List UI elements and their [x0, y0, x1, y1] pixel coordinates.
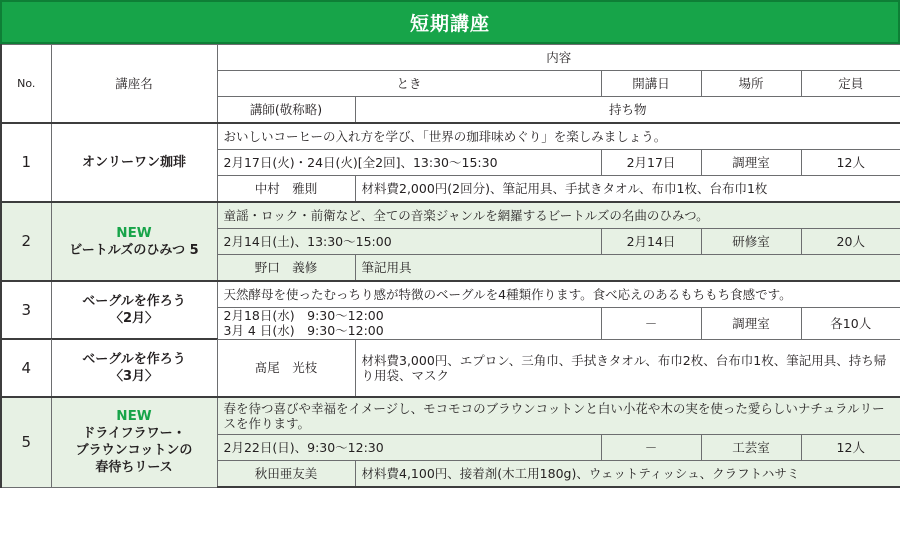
table-row	[1, 281, 900, 308]
course-description: 春を待つ喜びや幸福をイメージし、モコモコのブラウンコットンと白い小花や木の実を使った愛らしいナチュラルリースを作ります。	[217, 397, 900, 435]
page-title: 短期講座	[0, 0, 900, 44]
course-name-line: オンリーワン珈琲	[81, 155, 186, 170]
course-capacity: 12人	[801, 150, 900, 176]
course-table	[0, 44, 900, 488]
new-badge: NEW	[116, 408, 152, 425]
course-name	[51, 123, 217, 202]
course-number: 4	[1, 339, 51, 397]
course-instructor: 中村 雅則	[217, 176, 355, 203]
course-number: 1	[1, 123, 51, 202]
header-capacity: 定員	[801, 71, 900, 97]
course-name-line: ベーグルを作ろう	[82, 352, 186, 367]
header-when: とき	[217, 71, 601, 97]
course-name	[51, 281, 217, 339]
course-name	[51, 339, 217, 397]
course-name-line: ドライフラワー・	[82, 426, 186, 442]
course-start-date: 2月17日	[601, 150, 701, 176]
course-when: 2月14日(土)、13:30〜15:00	[217, 229, 601, 255]
course-belongings: 材料費4,100円、接着剤(木工用180g)、ウェットティッシュ、クラフトハサミ	[355, 461, 900, 488]
course-number: 2	[1, 202, 51, 281]
course-place: 工芸室	[701, 435, 801, 461]
course-name-line: ビートルズのひみつ 5	[69, 242, 199, 258]
course-name-line: 〈3月〉	[109, 369, 159, 384]
course-belongings: 材料費3,000円、エプロン、三角巾、手拭きタオル、布巾2枚、台布巾1枚、筆記用具、持ち帰り用袋、マスク	[355, 339, 900, 397]
header-start-date: 開講日	[601, 71, 701, 97]
header-row-1	[1, 45, 900, 71]
course-capacity: 12人	[801, 435, 900, 461]
course-place: 調理室	[701, 308, 801, 340]
table-row	[1, 397, 900, 435]
header-instructor: 講師(敬称略)	[217, 97, 355, 124]
header-content: 内容	[217, 45, 900, 71]
course-belongings: 筆記用具	[355, 255, 900, 282]
course-instructor: 野口 義修	[217, 255, 355, 282]
table-row	[1, 123, 900, 150]
course-number: 3	[1, 281, 51, 339]
course-name-line: ブラウンコットンの	[75, 443, 193, 459]
course-start-date: 2月14日	[601, 229, 701, 255]
header-no: No.	[1, 45, 51, 124]
course-place: 研修室	[701, 229, 801, 255]
course-name	[51, 202, 217, 281]
header-place: 場所	[701, 71, 801, 97]
course-name-line: 〈2月〉	[109, 311, 159, 326]
course-instructor: 秋田亜友美	[217, 461, 355, 488]
header-belongings: 持ち物	[355, 97, 900, 124]
course-description: 天然酵母を使ったむっちり感が特徴のベーグルを4種類作ります。食べ応えのあるもちもち食感です。	[217, 281, 900, 308]
course-start-date: －	[601, 308, 701, 340]
course-name	[51, 397, 217, 487]
course-belongings: 材料費2,000円(2回分)、筆記用具、手拭きタオル、布巾1枚、台布巾1枚	[355, 176, 900, 203]
course-when: 2月17日(火)・24日(火)[全2回]、13:30〜15:30	[217, 150, 601, 176]
course-description: おいしいコーヒーの入れ方を学び、「世界の珈琲味めぐり」を楽しみましょう。	[217, 123, 900, 150]
table-row	[1, 202, 900, 229]
course-when: 3月 4 日(水) 9:30〜12:00	[223, 323, 384, 339]
course-instructor: 髙尾 光枝	[217, 339, 355, 397]
new-badge: NEW	[116, 224, 152, 241]
course-name-line: 春待ちリース	[95, 460, 173, 476]
course-number: 5	[1, 397, 51, 487]
course-when-group	[217, 308, 601, 340]
course-when: 2月18日(水) 9:30〜12:00	[223, 308, 384, 324]
course-when: 2月22日(日)、9:30〜12:30	[217, 435, 601, 461]
course-place: 調理室	[701, 150, 801, 176]
header-course-name: 講座名	[51, 45, 217, 124]
course-capacity: 各10人	[801, 308, 900, 340]
course-description: 童謡・ロック・前衛など、全ての音楽ジャンルを網羅するビートルズの名曲のひみつ。	[217, 202, 900, 229]
course-name-line: ベーグルを作ろう	[82, 294, 186, 309]
course-capacity: 20人	[801, 229, 900, 255]
course-start-date: －	[601, 435, 701, 461]
